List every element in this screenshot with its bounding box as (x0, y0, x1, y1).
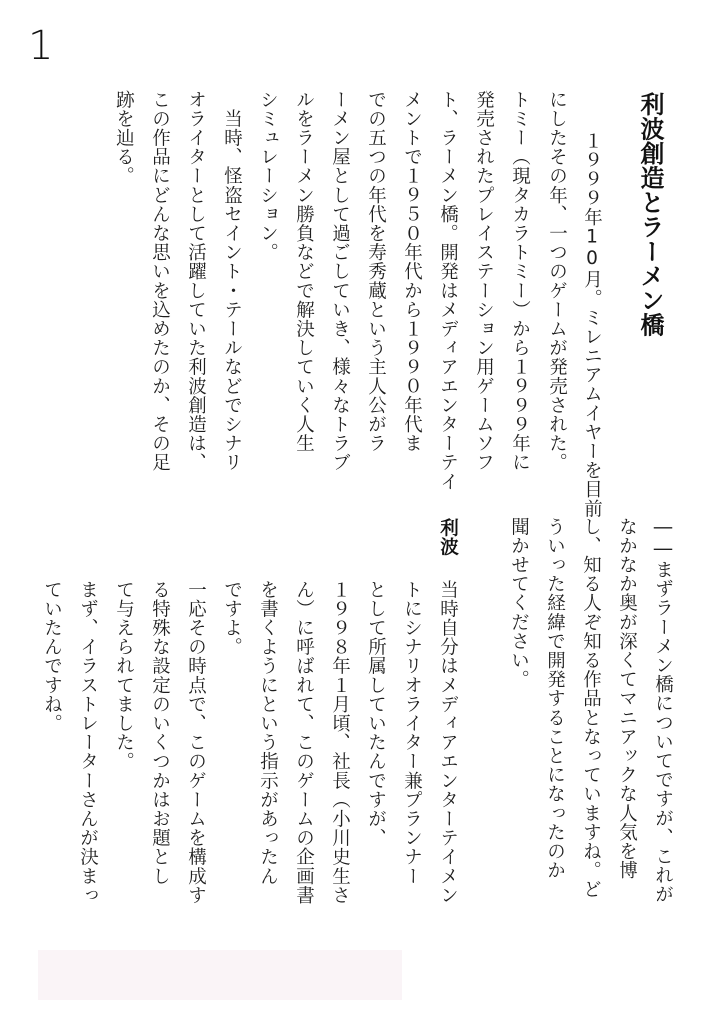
intro-line: ト、ラーメン橋。開発はメディアエンターテイ (437, 90, 459, 492)
answer-line: る特殊な設定のいくつかはお題とし (149, 580, 171, 886)
answer-line: トにシナリオライター兼プランナー (401, 580, 423, 886)
answer-line: ていたんですね。 (41, 580, 63, 733)
intro-line: 発売されたプレイステーション用ゲームソフ (473, 90, 495, 472)
intro-line: トミー（現タカラトミー）から１９９９年に (509, 90, 531, 472)
question-line: なかなか奥が深くてマニアックな人気を博 (616, 517, 638, 880)
answer-line: ん）に呼ばれて、このゲームの企画書 (293, 580, 315, 905)
answer-line: 当時自分はメディアエンターテイメン (437, 580, 459, 905)
question-line: ――まずラーメン橋についてですが、これが (652, 517, 674, 904)
question-line: ういった経緯で開発することになったのか (544, 517, 566, 880)
intro-line: にしたその年、一つのゲームが発売された。 (546, 90, 568, 472)
intro-line: この作品にどんな思いを込めたのか、その足 (149, 90, 171, 472)
speaker-label: 利波 (437, 518, 459, 557)
bottom-band (38, 950, 402, 1000)
answer-line: １９９８年１月頃、社長（小川史生さ (329, 580, 351, 905)
intro-line: １９９９年10月。ミレニアムイヤーを目前 (581, 112, 603, 519)
intro-line: ルをラーメン勝負などで解決していく人生 (293, 90, 315, 453)
page-number: 1 (28, 23, 54, 69)
intro-line: ーメン屋として過ごしていき、様々なトラブ (329, 90, 351, 472)
intro-line: 当時、怪盗セイント・テールなどでシナリ (221, 90, 243, 472)
intro-line: 跡を辿る。 (113, 90, 135, 186)
answer-line: を書くようにという指示があったん (257, 580, 279, 886)
question-line: し、知る人ぞ知る作品となっていますね。ど (580, 517, 602, 899)
answer-line: まず、イラストレーターさんが決まっ (77, 580, 99, 905)
intro-line: メントで１９５０年代から１９９０年代ま (401, 90, 423, 453)
answer-line: ですよ。 (221, 580, 243, 657)
question-line: 聞かせてください。 (508, 517, 530, 689)
article-title: 利波創造とラーメン橋 (636, 92, 664, 337)
answer-line: 一応その時点で、このゲームを構成す (185, 580, 207, 905)
answer-line: として所属していたんですが、 (365, 580, 387, 848)
intro-line: シミュレーション。 (257, 90, 279, 262)
answer-line: て与えられてました。 (113, 580, 135, 771)
intro-line: での五つの年代を寿秀蔵という主人公がラ (365, 90, 387, 453)
intro-line: オライターとして活躍していた利波創造は、 (185, 90, 207, 472)
